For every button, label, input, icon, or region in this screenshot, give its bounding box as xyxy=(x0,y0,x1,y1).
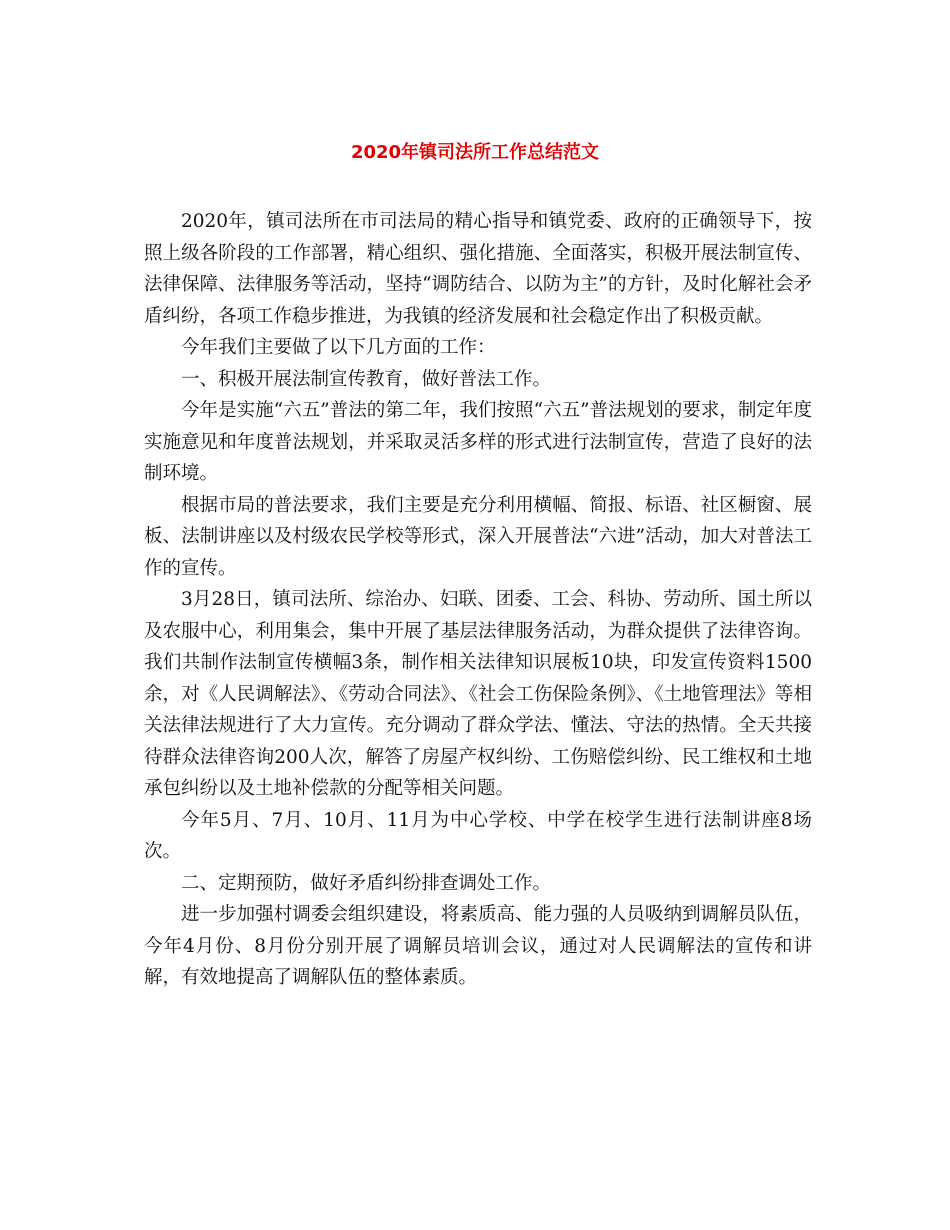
paragraph: 进一步加强村调委会组织建设，将素质高、能力强的人员吸纳到调解员队伍，今年4月份、8月份分别开展了调解员培训会议，通过对人民调解法的宣传和讲解，有效地提高了调解队伍的整体素质。 xyxy=(144,904,812,988)
paragraph: 今年是实施“六五”普法的第二年，我们按照“六五”普法规划的要求，制定年度实施意见和年度普法规划，并采取灵活多样的形式进行法制宣传，营造了良好的法制环境。 xyxy=(144,400,812,484)
paragraph: 根据市局的普法要求，我们主要是充分利用横幅、简报、标语、社区橱窗、展板、法制讲座以及村级农民学校等形式，深入开展普法“六进”活动，加大对普法工作的宣传。 xyxy=(144,494,812,579)
section-heading-2: 二、定期预防，做好矛盾纠纷排查调处工作。 xyxy=(181,872,552,894)
document-title: 2020年镇司法所工作总结范文 xyxy=(350,142,600,163)
section-heading-1: 一、积极开展法制宣传教育，做好普法工作。 xyxy=(181,368,552,390)
paragraph: 3月28日，镇司法所、综治办、妇联、团委、工会、科协、劳动所、国土所以及农服中心，利用集会，集中开展了基层法律服务活动，为群众提供了法律咨询。我们共制作法制宣传横幅3条，制作相关法律知识展板10块，印发宣传资料1500余，对《人民调解法》、《劳动合同法》、《社会工伤保险条例》、《土地管理法》等相关法律法规进行了大力宣传。充分调动了群众学法、懂法、守法的热情。全天共接待群众法律咨询200人次，解答了房屋产权纠纷、工伤赔偿纠纷、民工维权和土地承包纠纷以及土地补偿款的分配等相关问题。 xyxy=(144,589,812,799)
paragraph: 今年5月、7月、10月、11月为中心学校、中学在校学生进行法制讲座8场次。 xyxy=(144,809,812,862)
paragraph-intro: 2020年，镇司法所在市司法局的精心指导和镇党委、政府的正确领导下，按照上级各阶段的工作部署，精心组织、强化措施、全面落实，积极开展法制宣传、法律保障、法律服务等活动，坚持“调防结合、以防为主”的方针，及时化解社会矛盾纠纷，各项工作稳步推进，为我镇的经济发展和社会稳定作出了积极贡献。 xyxy=(144,211,812,327)
paragraph-overview: 今年我们主要做了以下几方面的工作： xyxy=(181,337,496,358)
document-body xyxy=(144,206,812,994)
